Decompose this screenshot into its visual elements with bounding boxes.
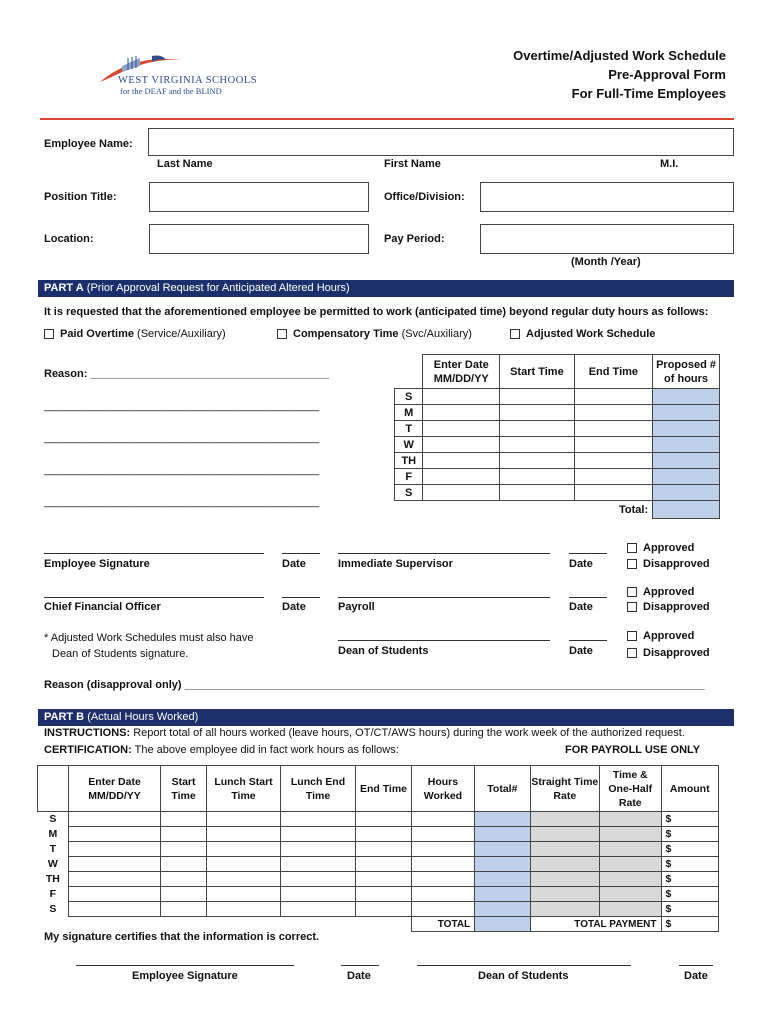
start-cell[interactable]: [500, 437, 575, 453]
time-half-cell[interactable]: [600, 842, 661, 857]
mi-label: M.I.: [660, 158, 679, 170]
reason-line[interactable]: _____________________________________________: [44, 432, 320, 444]
employee-signature-line[interactable]: [76, 965, 294, 966]
day-label: M: [395, 405, 423, 421]
end-cell[interactable]: [356, 812, 411, 827]
approved-checkbox[interactable]: [627, 543, 637, 553]
lunch-start-cell[interactable]: [207, 842, 281, 857]
header-enter-date: Enter Date MM/DD/YY: [423, 355, 500, 389]
office-division-label: Office/Division:: [384, 191, 465, 203]
total-cell[interactable]: [475, 857, 530, 872]
total-cell[interactable]: [475, 887, 530, 902]
date-label: Date: [569, 645, 593, 657]
date-line[interactable]: [569, 553, 607, 554]
form-title-line1: Overtime/Adjusted Work Schedule: [513, 48, 726, 63]
end-cell[interactable]: [356, 827, 411, 842]
disapproved-checkbox[interactable]: [627, 648, 637, 658]
approved-label: Approved: [643, 630, 695, 642]
time-half-cell[interactable]: [600, 902, 661, 917]
reason-line[interactable]: _____________________________________________: [44, 464, 320, 476]
lunch-end-cell[interactable]: [280, 902, 356, 917]
straight-rate-cell[interactable]: [530, 842, 600, 857]
total-cell[interactable]: [475, 872, 530, 887]
month-year-label: (Month /Year): [571, 256, 641, 268]
date-cell[interactable]: [423, 469, 500, 485]
last-name-label: Last Name: [157, 158, 213, 170]
adjusted-schedule-checkbox[interactable]: [510, 329, 520, 339]
start-cell[interactable]: [160, 812, 206, 827]
hours-cell[interactable]: [411, 857, 474, 872]
lunch-start-cell[interactable]: [207, 857, 281, 872]
end-cell[interactable]: [356, 872, 411, 887]
logo-text: WEST VIRGINIA SCHOOLS: [118, 75, 258, 86]
date-cell[interactable]: [69, 902, 161, 917]
date-cell[interactable]: [69, 842, 161, 857]
end-cell[interactable]: [356, 887, 411, 902]
header-enter-date: Enter Date MM/DD/YY: [69, 766, 161, 812]
part-a-schedule-table: [394, 354, 720, 519]
adjusted-schedule-label: Adjusted Work Schedule: [526, 328, 656, 340]
date-label: Date: [282, 558, 306, 570]
amount-cell[interactable]: $: [661, 812, 719, 827]
dean-approved[interactable]: [627, 630, 694, 642]
supervisor-label: Immediate Supervisor: [338, 558, 453, 570]
employee-name-input[interactable]: [148, 128, 734, 156]
reason-label: Reason: _______________________________________: [44, 368, 330, 380]
cfo-label: Chief Financial Officer: [44, 601, 161, 613]
time-half-cell[interactable]: [600, 887, 661, 902]
reason-line[interactable]: _____________________________________________: [44, 400, 320, 412]
part-b-hours-table: [37, 765, 719, 932]
employee-name-label: Employee Name:: [44, 138, 133, 150]
date-cell[interactable]: [69, 887, 161, 902]
day-label: S: [395, 389, 423, 405]
employee-signature-label: Employee Signature: [44, 558, 150, 570]
total-payment-amount[interactable]: $: [661, 917, 719, 932]
end-cell[interactable]: [574, 485, 652, 501]
hours-cell[interactable]: [411, 827, 474, 842]
header-amount: Amount: [661, 766, 719, 812]
start-cell[interactable]: [500, 405, 575, 421]
instructions-text: [44, 727, 685, 739]
dean-label: Dean of Students: [338, 645, 429, 657]
hours-cell[interactable]: [653, 469, 720, 485]
end-cell[interactable]: [574, 405, 652, 421]
instructions-label: INSTRUCTIONS:: [44, 727, 131, 739]
total-cell[interactable]: [475, 842, 530, 857]
grand-total-cell[interactable]: [475, 917, 530, 932]
header-straight-rate: Straight Time Rate: [530, 766, 600, 812]
instructions-body: Report total of all hours worked (leave hours, OT/CT/AWS hours) during the work week of the authorized request.: [130, 727, 685, 739]
request-text: It is requested that the aforementioned employee be permitted to work (anticipated time) beyond regular duty hours as follows:: [44, 306, 709, 318]
lunch-start-cell[interactable]: [207, 812, 281, 827]
header-start-time: Start Time: [500, 355, 575, 389]
certification-label: CERTIFICATION:: [44, 744, 132, 756]
time-half-cell[interactable]: [600, 812, 661, 827]
header-proposed-hours: Proposed # of hours: [653, 355, 720, 389]
start-cell[interactable]: [160, 842, 206, 857]
start-cell[interactable]: [500, 453, 575, 469]
day-label: T: [49, 843, 57, 855]
payroll-approved[interactable]: [627, 586, 694, 598]
date-label: Date: [569, 601, 593, 613]
header-time-half-rate: Time & One-Half Rate: [600, 766, 661, 812]
disapproval-reason[interactable]: Reason (disapproval only) _____________________________________________________________________________________: [44, 679, 705, 691]
payroll-label: Payroll: [338, 601, 375, 613]
start-cell[interactable]: [160, 872, 206, 887]
position-title-label: Position Title:: [44, 191, 117, 203]
day-label: TH: [45, 873, 60, 885]
end-cell[interactable]: [574, 421, 652, 437]
date-cell[interactable]: [423, 485, 500, 501]
hours-cell[interactable]: [653, 389, 720, 405]
supervisor-disapproved[interactable]: [627, 558, 710, 570]
total-cell[interactable]: [475, 812, 530, 827]
lunch-end-cell[interactable]: [280, 842, 356, 857]
header-total: Total#: [475, 766, 530, 812]
payroll-disapproved[interactable]: [627, 601, 710, 613]
paid-overtime-label: Paid Overtime: [60, 328, 134, 340]
amount-cell[interactable]: $: [661, 902, 719, 917]
start-cell[interactable]: [160, 857, 206, 872]
paid-overtime-option[interactable]: [44, 328, 226, 340]
lunch-end-cell[interactable]: [280, 827, 356, 842]
lunch-start-cell[interactable]: [207, 887, 281, 902]
date-cell[interactable]: [423, 421, 500, 437]
header-lunch-end: Lunch End Time: [280, 766, 356, 812]
dean-signature-line[interactable]: [417, 965, 631, 966]
cfo-signature-line[interactable]: [44, 597, 264, 598]
comp-time-label: Compensatory Time: [293, 328, 399, 340]
amount-cell[interactable]: $: [661, 842, 719, 857]
date-line[interactable]: [341, 965, 379, 966]
day-label: TH: [395, 453, 423, 469]
form-title-line2: Pre-Approval Form: [608, 67, 726, 82]
time-half-cell[interactable]: [600, 827, 661, 842]
header-lunch-start: Lunch Start Time: [207, 766, 281, 812]
location-label: Location:: [44, 233, 94, 245]
dean-label: Dean of Students: [478, 970, 569, 982]
day-label: F: [49, 888, 57, 900]
start-cell[interactable]: [500, 469, 575, 485]
date-cell[interactable]: [69, 812, 161, 827]
paid-overtime-note: (Service/Auxiliary): [133, 328, 226, 340]
approved-checkbox[interactable]: [627, 587, 637, 597]
date-cell[interactable]: [69, 857, 161, 872]
pay-period-label: Pay Period:: [384, 233, 445, 245]
aws-note-line1: * Adjusted Work Schedules must also have: [44, 632, 254, 644]
pay-period-input[interactable]: [480, 224, 734, 254]
total-label: Total:: [618, 503, 649, 516]
end-cell[interactable]: [574, 453, 652, 469]
day-label: S: [49, 903, 57, 915]
end-cell[interactable]: [356, 842, 411, 857]
disapproved-label: Disapproved: [643, 558, 710, 570]
hours-cell[interactable]: [653, 437, 720, 453]
first-name-label: First Name: [384, 158, 441, 170]
day-label: W: [47, 858, 58, 870]
end-cell[interactable]: [574, 389, 652, 405]
hours-cell[interactable]: [411, 902, 474, 917]
date-label: Date: [569, 558, 593, 570]
part-b-header: [38, 709, 734, 726]
end-cell[interactable]: [356, 902, 411, 917]
payroll-signature-line[interactable]: [338, 597, 550, 598]
start-cell[interactable]: [500, 389, 575, 405]
logo-subtext: for the DEAF and the BLIND: [120, 86, 222, 96]
employee-signature-label: Employee Signature: [132, 970, 238, 982]
straight-rate-cell[interactable]: [530, 812, 600, 827]
paid-overtime-checkbox[interactable]: [44, 329, 54, 339]
start-cell[interactable]: [500, 421, 575, 437]
time-half-cell[interactable]: [600, 857, 661, 872]
amount-cell[interactable]: $: [661, 857, 719, 872]
certification-text: [44, 744, 399, 756]
part-b-title: PART B: [44, 711, 85, 723]
approved-label: Approved: [643, 542, 695, 554]
certification-body: The above employee did in fact work hours as follows:: [131, 744, 399, 756]
part-a-title: PART A: [44, 282, 84, 294]
part-b-subtitle: (Actual Hours Worked): [84, 711, 199, 723]
date-line[interactable]: [282, 553, 320, 554]
day-label: W: [395, 437, 423, 453]
hours-cell[interactable]: [411, 872, 474, 887]
lunch-end-cell[interactable]: [280, 857, 356, 872]
lunch-end-cell[interactable]: [280, 812, 356, 827]
total-payment-label: TOTAL PAYMENT: [530, 917, 661, 932]
straight-rate-cell[interactable]: [530, 872, 600, 887]
total-label: TOTAL: [411, 917, 474, 932]
lunch-start-cell[interactable]: [207, 827, 281, 842]
start-cell[interactable]: [160, 887, 206, 902]
comp-time-note: (Svc/Auxiliary): [398, 328, 472, 340]
date-line[interactable]: [569, 640, 607, 641]
approved-label: Approved: [643, 586, 695, 598]
date-line[interactable]: [282, 597, 320, 598]
hours-cell[interactable]: [411, 842, 474, 857]
lunch-end-cell[interactable]: [280, 872, 356, 887]
end-cell[interactable]: [574, 469, 652, 485]
lunch-end-cell[interactable]: [280, 887, 356, 902]
form-title-line3: For Full-Time Employees: [571, 86, 726, 101]
date-label: Date: [347, 970, 371, 982]
start-cell[interactable]: [160, 902, 206, 917]
day-label: S: [395, 485, 423, 501]
date-line[interactable]: [569, 597, 607, 598]
hours-cell[interactable]: [653, 453, 720, 469]
hours-cell[interactable]: [653, 405, 720, 421]
day-label: F: [395, 469, 423, 485]
part-a-subtitle: (Prior Approval Request for Anticipated Altered Hours): [83, 282, 350, 294]
hours-cell[interactable]: [653, 485, 720, 501]
start-cell[interactable]: [500, 485, 575, 501]
date-cell[interactable]: [423, 437, 500, 453]
part-a-header: [38, 280, 734, 297]
total-hours-cell[interactable]: [653, 501, 720, 519]
date-label: Date: [282, 601, 306, 613]
comp-time-checkbox[interactable]: [277, 329, 287, 339]
dean-signature-line[interactable]: [338, 640, 550, 641]
header-hours-worked: Hours Worked: [411, 766, 474, 812]
header-end-time: End Time: [574, 355, 652, 389]
date-cell[interactable]: [69, 872, 161, 887]
disapproved-checkbox[interactable]: [627, 602, 637, 612]
header-divider: [40, 118, 734, 120]
date-cell[interactable]: [423, 405, 500, 421]
payroll-use-only: FOR PAYROLL USE ONLY: [565, 744, 701, 756]
straight-rate-cell[interactable]: [530, 857, 600, 872]
hours-cell[interactable]: [411, 812, 474, 827]
office-division-input[interactable]: [480, 182, 734, 212]
day-label: S: [49, 813, 57, 826]
straight-rate-cell[interactable]: [530, 827, 600, 842]
disapproved-label: Disapproved: [643, 601, 710, 613]
total-cell[interactable]: [475, 827, 530, 842]
disapproved-checkbox[interactable]: [627, 559, 637, 569]
employee-signature-line[interactable]: [44, 553, 264, 554]
day-label: M: [48, 828, 58, 840]
date-cell[interactable]: [423, 453, 500, 469]
time-half-cell[interactable]: [600, 872, 661, 887]
supervisor-approved[interactable]: [627, 542, 694, 554]
hours-cell[interactable]: [411, 887, 474, 902]
date-cell[interactable]: [69, 827, 161, 842]
header-start-time: Start Time: [160, 766, 206, 812]
lunch-start-cell[interactable]: [207, 872, 281, 887]
hours-cell[interactable]: [653, 421, 720, 437]
amount-cell[interactable]: $: [661, 872, 719, 887]
aws-note-line2: Dean of Students signature.: [52, 648, 189, 660]
amount-cell[interactable]: $: [661, 827, 719, 842]
end-cell[interactable]: [574, 437, 652, 453]
reason-line[interactable]: _____________________________________________: [44, 496, 320, 508]
disapproved-label: Disapproved: [643, 647, 710, 659]
straight-rate-cell[interactable]: [530, 902, 600, 917]
header-end-time: End Time: [356, 766, 411, 812]
approved-checkbox[interactable]: [627, 631, 637, 641]
date-label: Date: [684, 970, 708, 982]
lunch-start-cell[interactable]: [207, 902, 281, 917]
start-cell[interactable]: [160, 827, 206, 842]
comp-time-option[interactable]: [277, 328, 472, 340]
day-label: T: [395, 421, 423, 437]
date-cell[interactable]: [423, 389, 500, 405]
supervisor-signature-line[interactable]: [338, 553, 550, 554]
dean-disapproved[interactable]: [627, 647, 710, 659]
straight-rate-cell[interactable]: [530, 887, 600, 902]
amount-cell[interactable]: $: [661, 887, 719, 902]
certify-statement: My signature certifies that the information is correct.: [44, 931, 320, 943]
total-cell[interactable]: [475, 902, 530, 917]
location-input[interactable]: [149, 224, 369, 254]
adjusted-schedule-option[interactable]: [510, 328, 655, 340]
position-title-input[interactable]: [149, 182, 369, 212]
date-line[interactable]: [679, 965, 713, 966]
end-cell[interactable]: [356, 857, 411, 872]
